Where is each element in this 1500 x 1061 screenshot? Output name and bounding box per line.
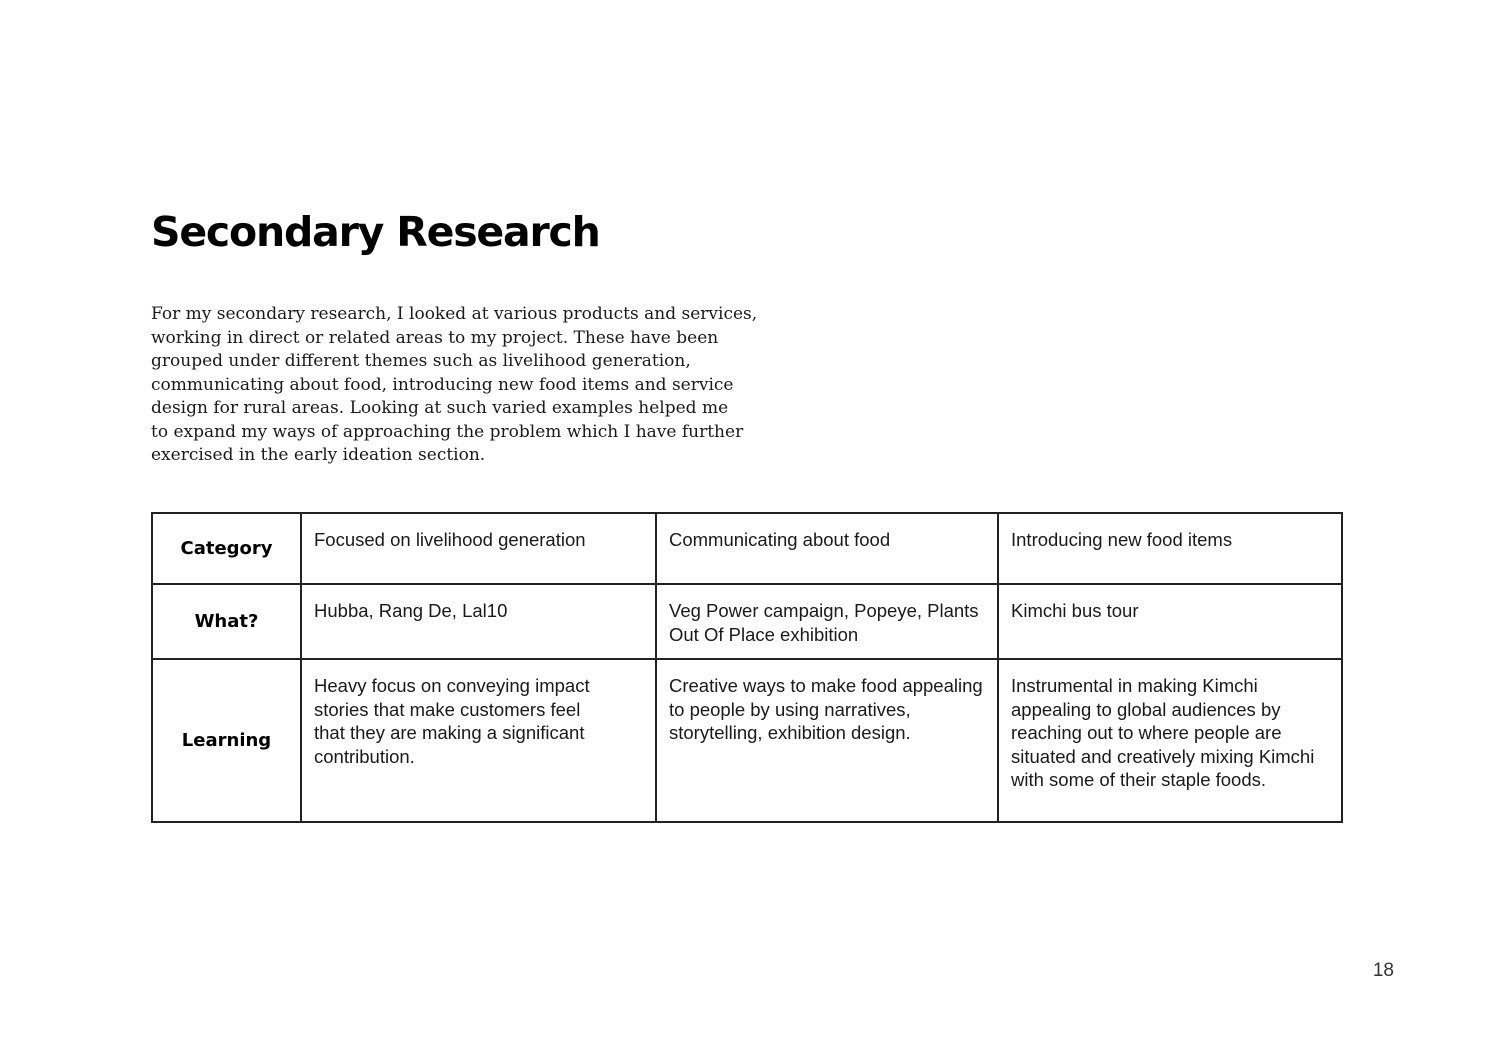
page-number: 18	[1372, 960, 1394, 981]
intro-paragraph	[151, 303, 758, 468]
table-cell	[301, 513, 656, 584]
row-header-category: Category	[152, 513, 301, 584]
table-cell	[301, 584, 656, 659]
cell-line: Creative ways to make food appealing	[669, 675, 983, 696]
table-cell	[301, 659, 656, 822]
table-cell	[998, 584, 1342, 659]
intro-line: design for rural areas. Looking at such varied examples helped me	[151, 398, 729, 418]
cell-line: Introducing new food items	[1011, 529, 1233, 550]
cell-line: storytelling, exhibition design.	[669, 722, 911, 743]
cell-line: appealing to global audiences by	[1011, 698, 1281, 720]
cell-line: Out Of Place exhibition	[669, 623, 859, 645]
table-row-what	[152, 584, 1342, 659]
table-row-learning	[152, 659, 1342, 822]
intro-line: communicating about food, introducing new food items and service	[151, 374, 734, 395]
page-title: Secondary Research	[151, 208, 600, 256]
cell-line: with some of their staple foods.	[1011, 769, 1267, 790]
cell-line: to people by using narratives,	[669, 698, 911, 720]
intro-line: grouped under different themes such as livelihood generation,	[151, 351, 691, 371]
cell-line: Hubba, Rang De, Lal10	[314, 600, 508, 621]
cell-line: Heavy focus on conveying impact	[314, 675, 590, 696]
intro-line: working in direct or related areas to my project. These have been	[151, 327, 719, 348]
intro-line: exercised in the early ideation section.	[151, 445, 486, 465]
cell-line: Instrumental in making Kimchi	[1011, 675, 1258, 696]
cell-line: stories that make customers feel	[314, 698, 581, 720]
cell-line: Focused on livelihood generation	[314, 529, 586, 550]
cell-line: Communicating about food	[669, 529, 891, 550]
cell-line: that they are making a significant	[314, 722, 585, 743]
intro-line: For my secondary research, I looked at various products and services,	[151, 304, 758, 324]
cell-line: reaching out to where people are	[1011, 722, 1282, 743]
row-header-learning: Learning	[152, 659, 301, 822]
table-cell	[656, 513, 998, 584]
cell-line: Kimchi bus tour	[1011, 600, 1139, 621]
intro-line: to expand my ways of approaching the problem which I have further	[151, 421, 744, 442]
cell-line: Veg Power campaign, Popeye, Plants	[669, 600, 979, 621]
research-table	[151, 512, 1343, 823]
table-cell	[998, 659, 1342, 822]
table-cell	[998, 513, 1342, 584]
cell-line: contribution.	[314, 745, 415, 767]
row-header-what: What?	[152, 584, 301, 659]
cell-line: situated and creatively mixing Kimchi	[1011, 745, 1315, 767]
table-cell	[656, 584, 998, 659]
table-cell	[656, 659, 998, 822]
table-row-category	[152, 513, 1342, 584]
